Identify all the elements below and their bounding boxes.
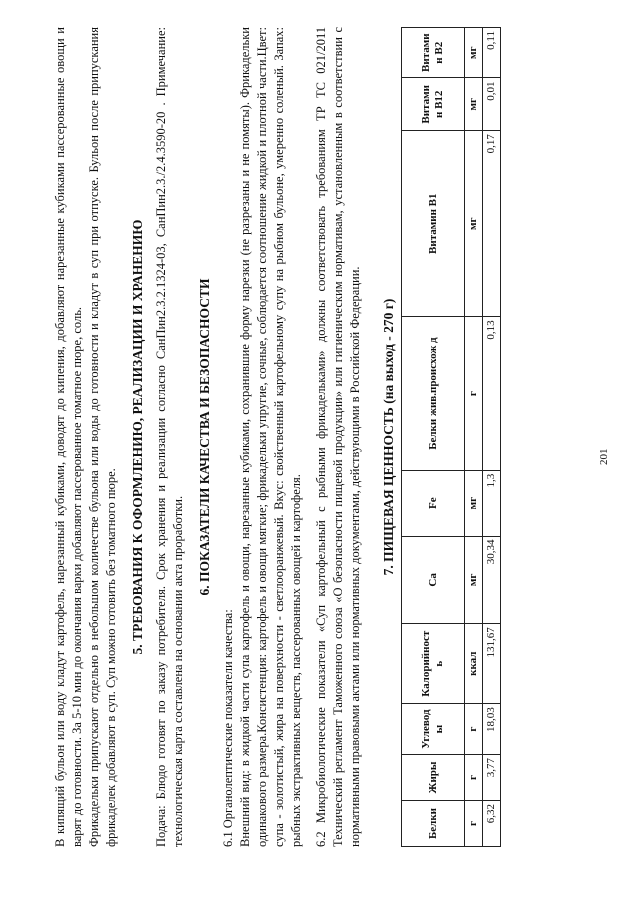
unit-cell: г [465,704,483,755]
section6-1-text: Внешний вид: в жидкой части супа картофель и овощи, нарезанные кубиками, сохранившие форму нарезки (не разрезаны и не помяты). Фрикадельки одинакового размера.Консистенция: картофель и овощи мягкие; фрикадельки упругие, сочные, соблюдается соотношение жидкой и плотной части.Цвет: супа - золотистый, жира на поверхности - светлооранжевый. Вкус: свойственный картофельному супу на рыбном бульоне, умеренно соленый. Запах: рыбных экстрактивных веществ, пассерованных овощей и картофеля. [238,27,303,847]
section7-heading: 7. ПИЩЕВАЯ ЦЕННОСТЬ (на выход - 270 г) [381,298,396,576]
intro-paragraph-1: В кипящий бульон или воду кладут картофель, нарезанный кубиками, доводят до кипения, добавляют нарезанные кубиками пассерованные овощи и варят до готовности. За 5-10 мин до окончания варки добавляют пассерованное томатное пюре, соль. [53,27,84,847]
value-cell: 1,3 [483,470,501,536]
column-header: Углевод ы [402,704,465,755]
table-values-row [483,28,501,847]
column-header: Витами н B12 [402,78,465,131]
value-cell: 30,34 [483,536,501,624]
column-header: Fe [402,470,465,536]
unit-cell: ккал [465,624,483,704]
unit-cell: мг [465,131,483,317]
column-header: Калорийност ь [402,624,465,704]
column-header: Витами н B2 [402,28,465,78]
value-cell: 0,11 [483,28,501,78]
value-cell: 6,32 [483,800,501,846]
unit-cell: мг [465,28,483,78]
table-header-row [402,28,465,847]
spacer [305,27,313,847]
column-header: Белки [402,800,465,846]
section5-text: Подача: Блюдо готовят по заказу потребителя. Срок хранения и реализации согласно СанПин2.3.2.1324-03, СанПин2.3./2.4.3590-20 . Примечание: технологическая карта составлена на основании акта проработки. [154,27,185,847]
unit-cell: г [465,317,483,470]
unit-cell: мг [465,78,483,131]
intro-paragraph-2: Фрикадельки припускают отдельно в небольшом количестве бульона или воды до готовности и кладут в суп при отпуске. Бульон после припускания фрикаделек добавляют в суп. Суп можно готовить без томатного пюре. [87,27,118,847]
value-cell: 18,03 [483,704,501,755]
value-cell: 0,17 [483,131,501,317]
column-header: Белки жив.происхож д [402,317,465,470]
unit-cell: г [465,800,483,846]
value-cell: 0,13 [483,317,501,470]
document-content [52,27,501,847]
unit-cell: мг [465,536,483,624]
unit-cell: мг [465,470,483,536]
value-cell: 3,77 [483,754,501,800]
column-header: Жиры [402,754,465,800]
table-units-row [465,28,483,847]
page-number: 201 [598,448,610,465]
column-header: Витамин B1 [402,131,465,317]
section5-heading: 5. ТРЕБОВАНИЯ К ОФОРМЛЕНИЮ, РЕАЛИЗАЦИИ И ХРАНЕНИЮ [130,219,145,655]
section6-2-text: 6.2 Микробиологические показатели «Суп картофельный с рыбными фрикадельками» должны соответствовать требованиям ТР ТС 021/2011 Технический регламент Таможенного союза «О безопасности пищевой продукции» или гигиеническим нормативам, установленным в соответствии с нормативными правовыми актами или нормативных документами, действующими в Российской Федерации. [314,27,362,847]
section6-heading: 6. ПОКАЗАТЕЛИ КАЧЕСТВА И БЕЗОПАСНОСТИ [197,278,212,596]
section6-1-title: 6.1 Органолептические показатели качества: [221,609,235,847]
value-cell: 0,01 [483,78,501,131]
nutrition-table [401,27,501,847]
unit-cell: г [465,754,483,800]
column-header: Ca [402,536,465,624]
value-cell: 131,67 [483,624,501,704]
